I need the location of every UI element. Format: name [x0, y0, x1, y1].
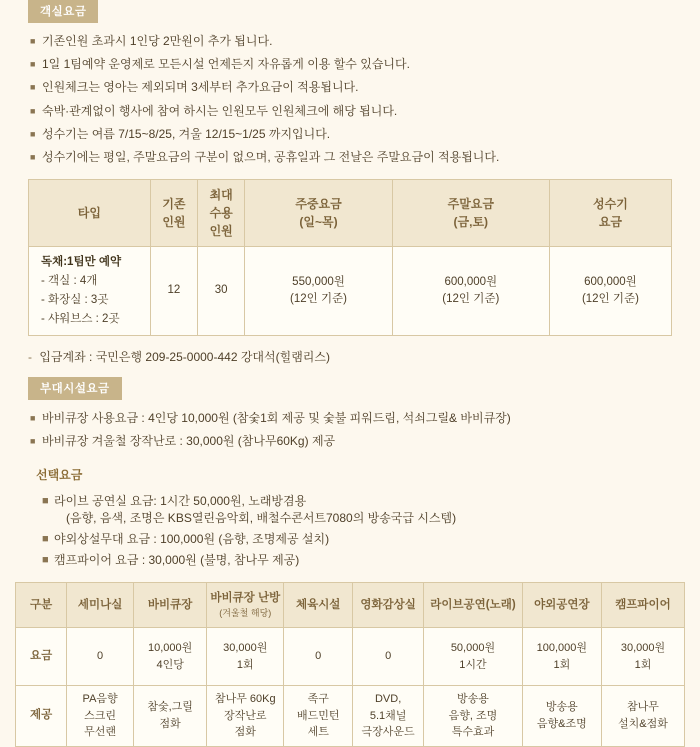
cell-provided-live: 방송용 음향, 조명 특수효과: [424, 686, 523, 747]
cell-price-seminar: 0: [67, 628, 134, 686]
list-item: [42, 552, 700, 568]
cell-max-people: 30: [198, 247, 245, 336]
cell-provided-seminar: PA음향 스크린 무선랜: [67, 686, 134, 747]
cell-weekend-price: 600,000원 (12인 기준): [392, 247, 549, 336]
col-barbecue: 바비큐장: [134, 583, 207, 628]
section-chip-facility: 부대시설요금: [28, 377, 122, 400]
list-item: [42, 531, 700, 547]
row-label-price: 요금: [16, 628, 67, 686]
cell-price-live: 50,000원 1시간: [424, 628, 523, 686]
cell-provided-sports: 족구 배드민턴 세트: [284, 686, 353, 747]
col-movie: 영화감상실: [353, 583, 424, 628]
list-item: [30, 410, 700, 426]
table-row: [16, 686, 685, 747]
room-notes-list: [0, 33, 700, 165]
note-text: 숙박·관계없이 행사에 참여 하시는 인원모두 인원체크에 해당 됩니다.: [42, 103, 398, 118]
col-campfire: 캠프파이어: [601, 583, 684, 628]
cell-price-barbecue-heating: 30,000원 1회: [207, 628, 284, 686]
cell-price-campfire: 30,000원 1회: [601, 628, 684, 686]
col-weekday: 주중요금 (일~목): [245, 180, 392, 247]
list-item: [30, 126, 700, 142]
cell-peak-price: 600,000원 (12인 기준): [549, 247, 671, 336]
cell-price-sports: 0: [284, 628, 353, 686]
option-subtext: (음향, 음색, 조명은 KBS열린음악회, 배철수콘서트7080의 방송국급 시스템): [66, 510, 457, 525]
note-text: 1일 1팀예약 운영제로 모든시설 언제든지 자유롭게 이용 할수 있습니다.: [42, 57, 410, 72]
list-item: [30, 33, 700, 49]
col-sports: 체육시설: [284, 583, 353, 628]
cell-base-people: 12: [150, 247, 197, 336]
col-base-people: 기존 인원: [150, 180, 197, 247]
square-bullet-icon: ■: [42, 532, 49, 545]
note-text: 인원체크는 영아는 제외되며 3세부터 추가요금이 적용됩니다.: [42, 80, 359, 95]
square-bullet-icon: ■: [30, 105, 36, 116]
row-label-provided: 제공: [16, 686, 67, 747]
list-item: [30, 433, 700, 449]
col-max-people: 최대 수용 인원: [198, 180, 245, 247]
table-row: [16, 628, 685, 686]
cell-provided-movie: DVD, 5.1채널 극장사운드: [353, 686, 424, 747]
note-text: 성수기는 여름 7/15~8/25, 겨울 12/15~1/25 까지입니다.: [42, 126, 331, 141]
square-bullet-icon: ■: [30, 59, 36, 70]
cell-room-type: 독채:1팀만 예약 - 객실 : 4개 - 화장실 : 3곳 - 샤워브스 : 2곳: [29, 247, 151, 336]
cell-price-barbecue: 10,000원 4인당: [134, 628, 207, 686]
cell-provided-campfire: 참나무 설치&점화: [601, 686, 684, 747]
bank-account-line: [0, 336, 700, 365]
col-outdoor-stage: 야외공연장: [522, 583, 601, 628]
note-text: 바비큐장 겨울철 장작난로 : 30,000원 (참나무60Kg) 제공: [42, 434, 336, 449]
section-chip-room: 객실요금: [28, 0, 98, 23]
square-bullet-icon: ■: [30, 151, 36, 162]
table-header-row: [29, 180, 672, 247]
list-item: [30, 56, 700, 72]
dash-bullet-icon: -: [28, 350, 32, 364]
note-text: 기존인원 초과시 1인당 2만원이 추가 됩니다.: [42, 34, 273, 48]
bank-account-text: 입금계좌 : 국민은행 209-25-0000-442 강대석(힐램리스): [39, 350, 330, 364]
cell-weekday-price: 550,000원 (12인 기준): [245, 247, 392, 336]
option-text: 캠프파이어 요금 : 30,000원 (불명, 참나무 제공): [54, 552, 300, 567]
square-bullet-icon: ■: [42, 553, 49, 566]
col-seminar: 세미나실: [67, 583, 134, 628]
list-item: [30, 79, 700, 95]
col-division: 구분: [16, 583, 67, 628]
square-bullet-icon: ■: [42, 495, 49, 508]
col-live: 라이브공연(노래): [424, 583, 523, 628]
room-section-header: [0, 0, 700, 23]
cell-provided-barbecue: 참숯,그릴 점화: [134, 686, 207, 747]
square-bullet-icon: ■: [30, 82, 36, 93]
col-weekend: 주말요금 (금,토): [392, 180, 549, 247]
square-bullet-icon: ■: [30, 128, 36, 139]
option-text: 야외상설무대 요금 : 100,000원 (음향, 조명제공 설치): [54, 531, 330, 546]
cell-price-movie: 0: [353, 628, 424, 686]
table-row: [29, 247, 672, 336]
table-header-row: [16, 583, 685, 628]
col-type: 타입: [29, 180, 151, 247]
cell-provided-outdoor-stage: 방송용 음향&조명: [522, 686, 601, 747]
square-bullet-icon: ■: [30, 436, 36, 447]
facility-section-header: [0, 365, 700, 400]
option-price-title: 선택요금: [36, 468, 83, 483]
cell-provided-barbecue-heating: 참나무 60Kg 장작난로 점화: [207, 686, 284, 747]
col-peak: 성수기 요금: [549, 180, 671, 247]
facility-options-list: [0, 493, 700, 568]
facility-price-table: [15, 582, 685, 747]
note-text: 바비큐장 사용요금 : 4인당 10,000원 (참숯1회 제공 및 숯불 피워드림, 석쇠그릴& 바비큐장): [42, 411, 511, 425]
col-barbecue-heating: 바비큐장 난방 (겨울철 해당): [207, 583, 284, 628]
note-text: 성수기에는 평일, 주말요금의 구분이 없으며, 공휴일과 그 전날은 주말요금이 적용됩니다.: [42, 149, 500, 164]
room-price-table: [28, 179, 672, 336]
list-item: [30, 149, 700, 165]
facility-notes-list: [0, 410, 700, 449]
list-item: [42, 493, 700, 525]
option-text: 라이브 공연실 요금: 1시간 50,000원, 노래방겸용: [54, 494, 307, 509]
cell-price-outdoor-stage: 100,000원 1회: [522, 628, 601, 686]
list-item: [30, 103, 700, 119]
square-bullet-icon: ■: [30, 413, 36, 423]
square-bullet-icon: ■: [30, 36, 36, 46]
